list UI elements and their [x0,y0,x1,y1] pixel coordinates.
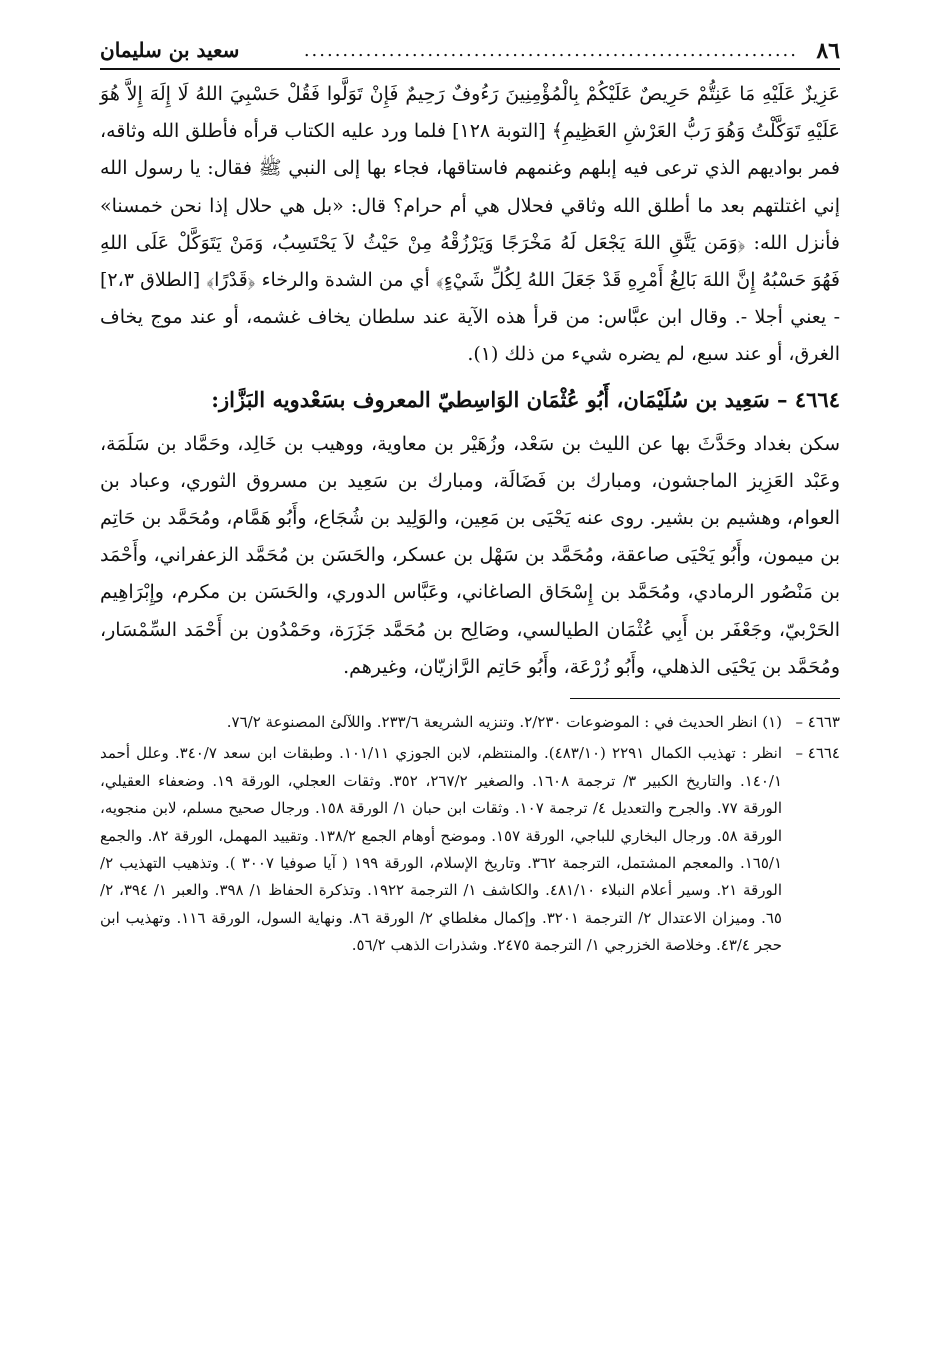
header-dot-leader: ................................................................ [303,40,798,61]
footnote-label: ٤٦٦٤ – [795,744,840,763]
footnote-divider [570,698,840,699]
footnote-text: انظر : تهذيب الكمال ٢٢٩١ (٤٨٣/١٠). والمنتظم، لابن الجوزي ١٠١/١١. وطبقات ابن سعد ٣٤٠/٧. وعلل أحمد ١٤٠/١. والتاريخ الكبير ٣/ ترجمة ١٦٠٨. والصغير ٢٦٧/٢، ٣٥٢. وثقات العجلي، الورقة ١٩. وضعفاء العقيلي، الورقة ٧٧. والجرح والتعديل ٤/ ترجمة ١٠٧. وثقات ابن حبان ١/ الورقة ١٥٨. ورجال صحيح مسلم، لابن منجويه، الورقة ٥٨. ورجال البخاري للباجي، الورقة ١٥٧. وموضح أوهام الجمع ١٣٨/٢. وتقييد المهمل، الورقة ٨٢. والجمع ١٦٥/١. والمعجم المشتمل، الترجمة ٣٦٢. وتاريخ الإسلام، الورقة ١٩٩ ( آيا صوفيا ٣٠٠٧ ). وتذهيب التهذيب ٢/ الورقة ٢١. وسير أعلام النبلاء ٤٨١/١٠. والكاشف ١/ الترجمة ١٩٢٢. وتذكرة الحفاظ ١/ ٣٩٨. والعبر ١/ ٣٩٤، ٢/ ٦٥. وميزان الاعتدال ٢/ الترجمة ٣٢٠١. وإكمال مغلطاي ٢/ الورقة ٨٦. ونهاية السول، الورقة ١١٦. وتهذيب ابن حجر ٤٣/٤. وخلاصة الخزرجي ١/ الترجمة ٢٤٧٥. وشذرات الذهب ٥٦/٢. [100,744,783,955]
footnote-text: (١) انظر الحديث في : الموضوعات ٢/٢٣٠. وتنزيه الشريعة ٢٣٣/٦. واللآلئ المصنوعة ٧٦/٢. [226,713,782,732]
footnote-4664 [100,740,840,959]
entry-paragraph: سكن بغداد وحَدَّثَ بها عن الليث بن سَعْد، وزُهَيْر بن معاوية، ووهيب بن خَالِد، وحَمَّاد بن سَلَمَة، وعَبْد العَزِيز الماجشون، ومبارك بن فَضَالَة، ومبارك بن سَعِيد بن مسروق الثوري، وعباد بن العوام، وهشيم بن بشير. روى عنه يَحْيَى بن مَعِين، والوَلِيد بن شُجَاع، وأَبُو هَمَّام، ومُحَمَّد بن حَاتِم بن ميمون، وأَبُو يَحْيَى صاعقة، ومُحَمَّد بن سَهْل بن عسكر، والحَسَن بن مُحَمَّد الزعفراني، وأَحْمَد بن مَنْصُور الرمادي، ومُحَمَّد بن إِسْحَاق الصاغاني، وعَبَّاس الدوري، والحَسَن بن مكرم، وإِبْرَاهِيم الحَرْبيّ، وجَعْفَر بن أَبِي عُثْمَان الطيالسي، وصَالِح بن مُحَمَّد جَزَرَة، وحَمْدُون بن أَحْمَد السِّمْسَار، ومُحَمَّد بن يَحْيَى الذهلي، وأَبُو زُرْعَة، وأَبُو حَاتِم الرَّازيّان، وغيرهم. [100,432,840,678]
entry-heading: ٤٦٦٤ – سَعِيد بن سُلَيْمَان، أَبُو عُثْمَان الوَاسِطيّ المعروف بسَعْدويه البَزَّاز: [211,386,840,412]
footnote-4663 [100,709,840,736]
continuation-paragraph: عَزِيزٌ عَلَيْهِ مَا عَنِتُّمْ حَرِيصٌ عَلَيْكُمْ بِالْمُؤْمِنِينَ رَءُوفٌ رَحِيمٌ فَإِنْ تَوَلَّوا فَقُلْ حَسْبِيَ اللهُ لَا إِلَهَ إِلاَّ هُوَ عَلَيْهِ تَوَكَّلْتُ وَهُوَ رَبُّ العَرْشِ العَظِيمِ﴾ [التوبة ١٢٨] فلما ورد عليه الكتاب قرأه فأطلق الله وثاقه، فمر بواديهم الذي ترعى فيه إبلهم وغنمهم فاستاقها، فجاء بها إلى النبي ﷺ فقال: يا رسول الله إني اغتلتهم بعد ما أطلق الله وثاقي فحلال هي أم حرام؟ قال: «بل هي حلال إذا نحن خمسنا» فأنزل الله: ﴿وَمَن يَتَّقِ اللهَ يَجْعَل لَهُ مَخْرَجًا وَيَرْزُقْهُ مِنْ حَيْثُ لاَ يَحْتَسِبُ، وَمَنْ يَتَوَكَّلْ عَلَى اللهِ فَهُوَ حَسْبُهُ إِنَّ اللهَ بَالِغُ أَمْرِهِ قَدْ جَعَلَ اللهُ لِكُلِّ شَيْءٍ﴾ أي من الشدة والرخاء ﴿قَدْرًا﴾ [الطلاق ٢،٣] - يعني أجلا -. وقال ابن عبَّاس: من قرأ هذه الآية عند سلطان يخاف غشمه، أو عند موج يخاف الغرق، أو عند سبع، لم يضره شيء من ذلك (١). [100,83,840,366]
footnote-label: ٤٦٦٣ – [795,713,840,732]
book-page [100,36,840,964]
page-header [100,36,840,70]
page-number: ٨٦ [816,38,840,64]
running-title: سعيد بن سليمان [100,38,240,62]
